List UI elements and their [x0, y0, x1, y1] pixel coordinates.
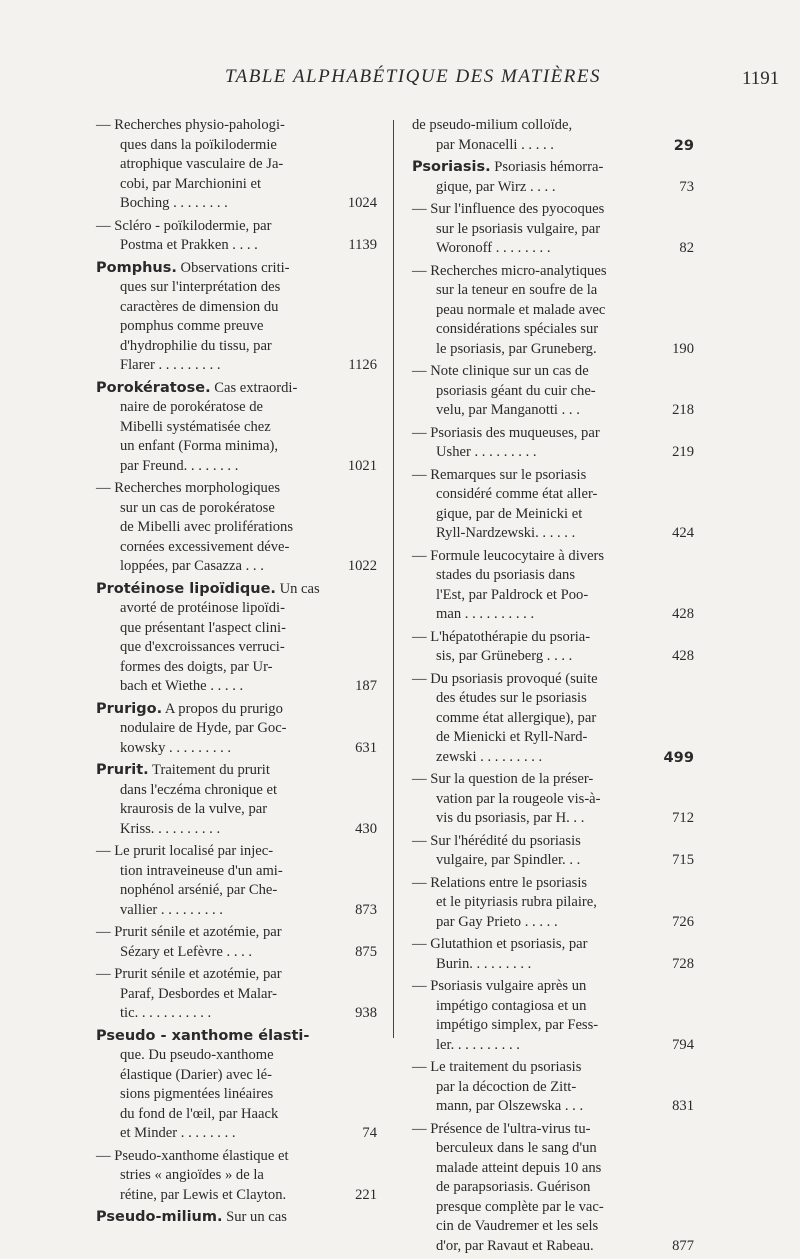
page-reference: 1024 [347, 195, 377, 211]
entry-text: Woronoff . . . . . . . . [436, 240, 551, 256]
entry-text: Sur un cas [222, 1209, 287, 1225]
entry-text: considérations spéciales sur [436, 321, 599, 337]
page-reference: 428 [672, 606, 694, 622]
entry-text: que. Du pseudo-xanthome [120, 1047, 274, 1063]
entry-text: — Sur la question de la préser- [412, 771, 594, 787]
entry-text: Flarer . . . . . . . . . [120, 357, 221, 373]
entry-line [412, 466, 690, 486]
entry-text: — Recherches morphologiques [96, 480, 280, 496]
entry-line [96, 901, 377, 921]
heading-term: Pomphus. [96, 259, 177, 276]
entry-line [96, 317, 373, 337]
entry-text: ques dans la poïkilodermie [120, 136, 277, 153]
index-sub-entry [96, 842, 377, 920]
entry-text: — Présence de l'ultra-virus tu- [412, 1120, 591, 1137]
entry-text: — Le prurit localisé par injec- [96, 843, 274, 859]
entry-line [412, 1237, 694, 1257]
entry-line [412, 262, 690, 282]
entry-line [412, 424, 690, 444]
page-reference: 1126 [348, 357, 377, 373]
index-sub-entry [412, 362, 694, 421]
entry-text: stries « angioïdes » de la [120, 1167, 264, 1183]
index-sub-entry [412, 977, 694, 1055]
entry-text: vis du psoriasis, par H. . . [436, 810, 585, 826]
entry-text: — Note clinique sur un cas de [412, 363, 589, 379]
index-sub-entry [96, 1147, 377, 1206]
entry-text: berculeux dans le sang d'un [436, 1140, 597, 1156]
entry-line [96, 557, 377, 577]
entry-line [412, 670, 690, 690]
entry-line [412, 955, 694, 975]
entry-text: A propos du prurigo [162, 700, 283, 717]
entry-text: sur la teneur en soufre de la [436, 282, 598, 298]
entry-text: — Psoriasis vulgaire après un [412, 978, 587, 994]
index-sub-entry [412, 832, 694, 871]
entry-text: Paraf, Desbordes et Malar- [120, 985, 277, 1002]
entry-text: d'or, par Ravaut et Rabeau. [436, 1237, 594, 1254]
left-column [96, 116, 377, 1231]
entry-text: — Le traitement du psoriasis [412, 1059, 582, 1075]
entry-text: considéré comme état aller- [436, 486, 598, 502]
index-sub-entry [412, 670, 694, 768]
entry-line [412, 647, 694, 667]
page-reference: 875 [355, 943, 377, 960]
entry-line [412, 893, 690, 913]
page-header [0, 66, 800, 102]
entry-line [96, 538, 373, 558]
entry-text: Traitement du prurit [148, 762, 270, 778]
entry-line [96, 298, 373, 318]
index-sub-entry [412, 466, 694, 544]
entry-text: loppées, par Casazza . . . [120, 558, 264, 574]
page-reference: 29 [673, 136, 694, 154]
page-reference: 1139 [348, 237, 377, 253]
heading-term: Prurit. [96, 762, 149, 778]
entry-line [412, 605, 694, 625]
heading-term: Pseudo - xanthome élasti- [96, 1027, 310, 1044]
page-reference: 712 [672, 810, 694, 826]
entry-line [412, 301, 690, 321]
entry-text: vation par la rougeole vis-à- [436, 790, 601, 807]
entry-text: — Recherches physio-pahologi- [96, 117, 285, 133]
page-reference: 877 [672, 1237, 694, 1254]
entry-line [412, 178, 694, 198]
index-sub-entry [412, 547, 694, 625]
entry-line [412, 809, 694, 829]
entry-text: — Sur l'influence des pyocoques [412, 201, 605, 217]
entry-text: naire de porokératose de [120, 399, 264, 415]
entry-line [412, 874, 690, 894]
entry-text: le psoriasis, par Gruneberg. [436, 340, 597, 357]
running-title: TABLE ALPHABÉTIQUE DES MATIÈRES [225, 66, 601, 87]
entry-line [96, 923, 373, 943]
entry-line [96, 398, 373, 418]
entry-text: Boching . . . . . . . . [120, 195, 228, 211]
page-reference: 430 [355, 820, 377, 837]
entry-text: rétine, par Lewis et Clayton. [120, 1186, 287, 1203]
entry-text: bach et Wiethe . . . . . [120, 678, 244, 694]
index-sub-entry [412, 424, 694, 463]
page-reference: 726 [672, 913, 694, 930]
entry-line [412, 362, 690, 382]
entry-line [412, 586, 690, 606]
entry-line [96, 356, 377, 376]
entry-line [96, 658, 373, 678]
entry-line [412, 485, 690, 505]
entry-text: que présentant l'aspect clini- [120, 619, 286, 636]
entry-text: — Du psoriasis provoqué (suite [412, 670, 598, 687]
entry-text: — Scléro - poïkilodermie, par [96, 217, 272, 234]
page-reference: 424 [672, 525, 694, 541]
entry-text: — Prurit sénile et azotémie, par [96, 966, 282, 982]
entry-text: vallier . . . . . . . . . [120, 901, 223, 918]
entry-line [96, 862, 373, 882]
entry-text: de Mienicki et Ryll-Nard- [436, 729, 588, 745]
entry-text: Cas extraordi- [210, 379, 298, 396]
entry-line [96, 761, 373, 781]
entry-line [412, 200, 690, 220]
index-sub-entry [412, 1058, 694, 1117]
entry-text: kowsky . . . . . . . . . [120, 739, 232, 756]
entry-text: de Mibelli avec proliférations [120, 519, 294, 535]
entry-line [412, 158, 690, 178]
entry-text: Psoriasis hémorra- [490, 159, 604, 175]
entry-line [96, 638, 373, 658]
entry-text: de parapsoriasis. Guérison [436, 1179, 591, 1195]
entry-text: malade atteint depuis 10 ans [436, 1159, 602, 1176]
entry-line [412, 136, 694, 156]
entry-text: Ryll-Nardzewski. . . . . . [436, 525, 576, 541]
entry-line [96, 985, 373, 1005]
entry-text: Observations criti- [176, 259, 290, 276]
entry-text: d'hydrophilie du tissu, par [120, 337, 272, 354]
entry-text: stades du psoriasis dans [436, 567, 576, 583]
entry-line [96, 739, 377, 759]
entry-text: mann, par Olszewska . . . [436, 1098, 584, 1114]
entry-line [96, 599, 373, 619]
index-sub-entry [412, 874, 694, 933]
entry-line [96, 259, 373, 279]
heading-term: Prurigo. [96, 700, 163, 717]
entry-line [412, 832, 690, 852]
index-sub-entry [412, 1120, 694, 1257]
entry-text: atrophique vasculaire de Ja- [120, 156, 284, 172]
entry-line [412, 1178, 690, 1198]
entry-text: Usher . . . . . . . . . [436, 444, 537, 460]
entry-text: ques sur l'interprétation des [120, 279, 281, 295]
entry-text: cobi, par Marchionini et [120, 175, 262, 192]
entry-text: par Gay Prieto . . . . . [436, 913, 558, 930]
entry-line [96, 479, 373, 499]
entry-line [412, 401, 694, 421]
entry-text: sions pigmentées linéaires [120, 1086, 274, 1102]
entry-text: Sézary et Lefèvre . . . . [120, 943, 253, 960]
entry-line [96, 580, 373, 600]
page-reference: 1022 [347, 558, 377, 574]
entry-text: nophénol arsénié, par Che- [120, 882, 278, 898]
page-reference: 218 [672, 402, 694, 418]
page-reference: 715 [672, 852, 694, 868]
entry-line [412, 1036, 694, 1056]
entry-text: et le pityriasis rubra pilaire, [436, 894, 597, 910]
entry-text: de pseudo-milium colloïde, [412, 117, 573, 133]
entry-line [96, 820, 377, 840]
entry-line [96, 136, 373, 156]
entry-line [96, 194, 377, 214]
entry-text: velu, par Manganotti . . . [436, 402, 580, 418]
page-reference: 219 [672, 444, 694, 460]
entry-line [412, 1139, 690, 1159]
heading-term: Psoriasis. [412, 159, 491, 175]
entry-line [96, 499, 373, 519]
entry-line [412, 547, 690, 567]
entry-line [96, 337, 373, 357]
entry-line [412, 443, 694, 463]
entry-text: que d'excroissances verruci- [120, 639, 285, 655]
index-heading-entry [412, 158, 694, 197]
index-heading-entry [96, 379, 377, 477]
entry-line [412, 1217, 690, 1237]
page-reference: 187 [355, 678, 377, 694]
entry-line [412, 689, 690, 709]
index-sub-entry [96, 965, 377, 1024]
entry-line [412, 709, 690, 729]
entry-line [412, 748, 694, 768]
entry-line [96, 965, 373, 985]
index-sub-entry [412, 935, 694, 974]
entry-text: sis, par Grüneberg . . . . [436, 648, 573, 664]
entry-line [96, 781, 373, 801]
entry-text: cornées excessivement déve- [120, 538, 290, 555]
entry-text: cin de Vaudremer et les sels [436, 1218, 599, 1234]
index-heading-entry [96, 761, 377, 839]
entry-text: ler. . . . . . . . . . [436, 1036, 520, 1053]
entry-line [412, 1097, 694, 1117]
page-reference: 631 [355, 739, 377, 756]
entry-text: par la décoction de Zitt- [436, 1078, 577, 1095]
entry-line [412, 770, 690, 790]
entry-text: peau normale et malade avec [436, 301, 606, 318]
entry-line [412, 566, 690, 586]
index-sub-entry [96, 923, 377, 962]
page-reference: 831 [672, 1098, 694, 1114]
entry-line [412, 790, 690, 810]
entry-text: — Glutathion et psoriasis, par [412, 936, 588, 952]
page-reference: 190 [672, 340, 694, 357]
index-heading-entry [96, 1208, 373, 1228]
entry-text: comme état allergique), par [436, 709, 597, 726]
index-sub-entry [96, 479, 377, 577]
entry-text: — Sur l'hérédité du psoriasis [412, 832, 581, 849]
entry-line [96, 518, 373, 538]
entry-text: du fond de l'œil, par Haack [120, 1105, 279, 1122]
entry-text: des études sur le psoriasis [436, 690, 587, 706]
heading-term: Protéinose lipoïdique. [96, 580, 276, 597]
entry-line [412, 524, 694, 544]
entry-line [412, 1078, 690, 1098]
column-divider [393, 120, 394, 1038]
index-heading-entry [96, 580, 377, 697]
entry-line [412, 382, 690, 402]
entry-text: kraurosis de la vulve, par [120, 801, 268, 817]
entry-line [96, 1166, 373, 1186]
entry-line [96, 800, 373, 820]
entry-line [96, 1124, 377, 1144]
entry-line [412, 220, 690, 240]
entry-line [412, 728, 690, 748]
entry-text: caractères de dimension du [120, 298, 279, 315]
page-reference: 1021 [347, 457, 377, 474]
entry-text: — Formule leucocytaire à divers [412, 547, 605, 564]
entry-text: formes des doigts, par Ur- [120, 658, 273, 675]
entry-text: avorté de protéinose lipoïdi- [120, 600, 285, 616]
entry-line [412, 505, 690, 525]
entry-line [96, 1004, 377, 1024]
page-number: 1191 [742, 68, 780, 89]
entry-text: — Prurit sénile et azotémie, par [96, 924, 282, 940]
entry-text: vulgaire, par Spindler. . . [436, 852, 581, 868]
page-reference: 728 [672, 955, 694, 972]
entry-line [412, 1016, 690, 1036]
entry-text: impétigo simplex, par Fess- [436, 1017, 599, 1033]
entry-text: Postma et Prakken . . . . [120, 237, 258, 253]
entry-line [96, 236, 377, 256]
entry-text: — Recherches micro-analytiques [412, 262, 607, 279]
entry-line [96, 943, 377, 963]
page-reference: 82 [679, 240, 694, 256]
page-reference: 499 [663, 748, 694, 766]
entry-text: élastique (Darier) avec lé- [120, 1066, 272, 1083]
right-column [412, 116, 694, 1259]
entry-line [412, 116, 690, 136]
index-heading-entry [96, 700, 377, 759]
entry-text: — L'hépatothérapie du psoria- [412, 628, 591, 645]
entry-line [96, 1027, 373, 1047]
entry-line [412, 239, 694, 259]
entry-text: tion intraveineuse d'un ami- [120, 862, 283, 879]
entry-line [412, 1198, 690, 1218]
entry-text: pomphus comme preuve [120, 318, 264, 334]
entry-line [96, 1046, 373, 1066]
page-reference: 794 [672, 1036, 694, 1053]
entry-line [412, 913, 694, 933]
entry-text: sur le psoriasis vulgaire, par [436, 220, 601, 237]
index-sub-entry [412, 200, 694, 259]
entry-line [96, 1066, 373, 1086]
entry-text: par Monacelli . . . . . [436, 136, 554, 153]
entry-line [412, 977, 690, 997]
entry-text: — Pseudo-xanthome élastique et [96, 1147, 289, 1164]
entry-text: par Freund. . . . . . . . [120, 457, 239, 474]
entry-text: presque complète par le vac- [436, 1198, 604, 1215]
entry-line [96, 418, 373, 438]
entry-line [96, 1147, 373, 1167]
entry-line [96, 1208, 373, 1228]
entry-line [96, 700, 373, 720]
heading-term: Porokératose. [96, 379, 211, 396]
entry-text: — Remarques sur le psoriasis [412, 466, 587, 483]
entry-line [412, 281, 690, 301]
entry-text: zewski . . . . . . . . . [436, 748, 543, 765]
entry-text: sur un cas de porokératose [120, 499, 275, 516]
entry-line [412, 1159, 690, 1179]
entry-text: psoriasis géant du cuir che- [436, 382, 596, 399]
entry-text: — Relations entre le psoriasis [412, 874, 588, 891]
entry-text: gique, par Wirz . . . . [436, 178, 556, 195]
entry-line [412, 1120, 690, 1140]
page-reference: 74 [362, 1125, 377, 1141]
entry-line [96, 437, 373, 457]
entry-text: — Psoriasis des muqueuses, par [412, 424, 600, 441]
index-sub-entry [412, 116, 694, 155]
entry-line [96, 1105, 373, 1125]
entry-line [412, 628, 690, 648]
entry-line [96, 155, 373, 175]
entry-line [412, 997, 690, 1017]
entry-text: gique, par de Meinicki et [436, 505, 583, 522]
entry-text: Kriss. . . . . . . . . . [120, 820, 221, 837]
index-sub-entry [412, 262, 694, 360]
entry-line [96, 379, 373, 399]
entry-line [412, 1058, 690, 1078]
entry-line [96, 278, 373, 298]
index-sub-entry [96, 116, 377, 214]
entry-text: Un cas [275, 580, 320, 597]
entry-line [96, 719, 373, 739]
entry-line [412, 935, 690, 955]
page-reference: 938 [355, 1005, 377, 1021]
index-sub-entry [96, 217, 377, 256]
page-reference: 221 [355, 1186, 377, 1203]
entry-line [96, 116, 373, 136]
entry-line [412, 320, 690, 340]
entry-line [96, 842, 373, 862]
entry-text: nodulaire de Hyde, par Goc- [120, 720, 287, 736]
index-heading-entry [96, 1027, 377, 1144]
entry-text: Burin. . . . . . . . . [436, 955, 532, 972]
entry-line [96, 217, 373, 237]
entry-line [96, 175, 373, 195]
entry-text: et Minder . . . . . . . . [120, 1125, 236, 1141]
entry-text: dans l'eczéma chronique et [120, 781, 278, 798]
page-reference: 428 [672, 648, 694, 664]
entry-text: man . . . . . . . . . . [436, 606, 535, 622]
index-heading-entry [96, 259, 377, 376]
entry-line [412, 340, 694, 360]
entry-text: Mibelli systématisée chez [120, 418, 271, 435]
entry-line [96, 1085, 373, 1105]
index-sub-entry [412, 770, 694, 829]
entry-text: l'Est, par Paldrock et Poo- [436, 586, 589, 603]
page-reference: 73 [679, 178, 694, 195]
entry-text: un enfant (Forma minima), [120, 438, 279, 454]
entry-line [96, 677, 377, 697]
entry-line [412, 851, 694, 871]
entry-line [96, 457, 377, 477]
index-sub-entry [412, 628, 694, 667]
heading-term: Pseudo-milium. [96, 1209, 223, 1225]
entry-line [96, 619, 373, 639]
page-reference: 873 [355, 901, 377, 918]
entry-line [96, 881, 373, 901]
entry-text: tic. . . . . . . . . . . [120, 1005, 212, 1021]
entry-text: impétigo contagiosa et un [436, 997, 587, 1014]
entry-line [96, 1186, 377, 1206]
